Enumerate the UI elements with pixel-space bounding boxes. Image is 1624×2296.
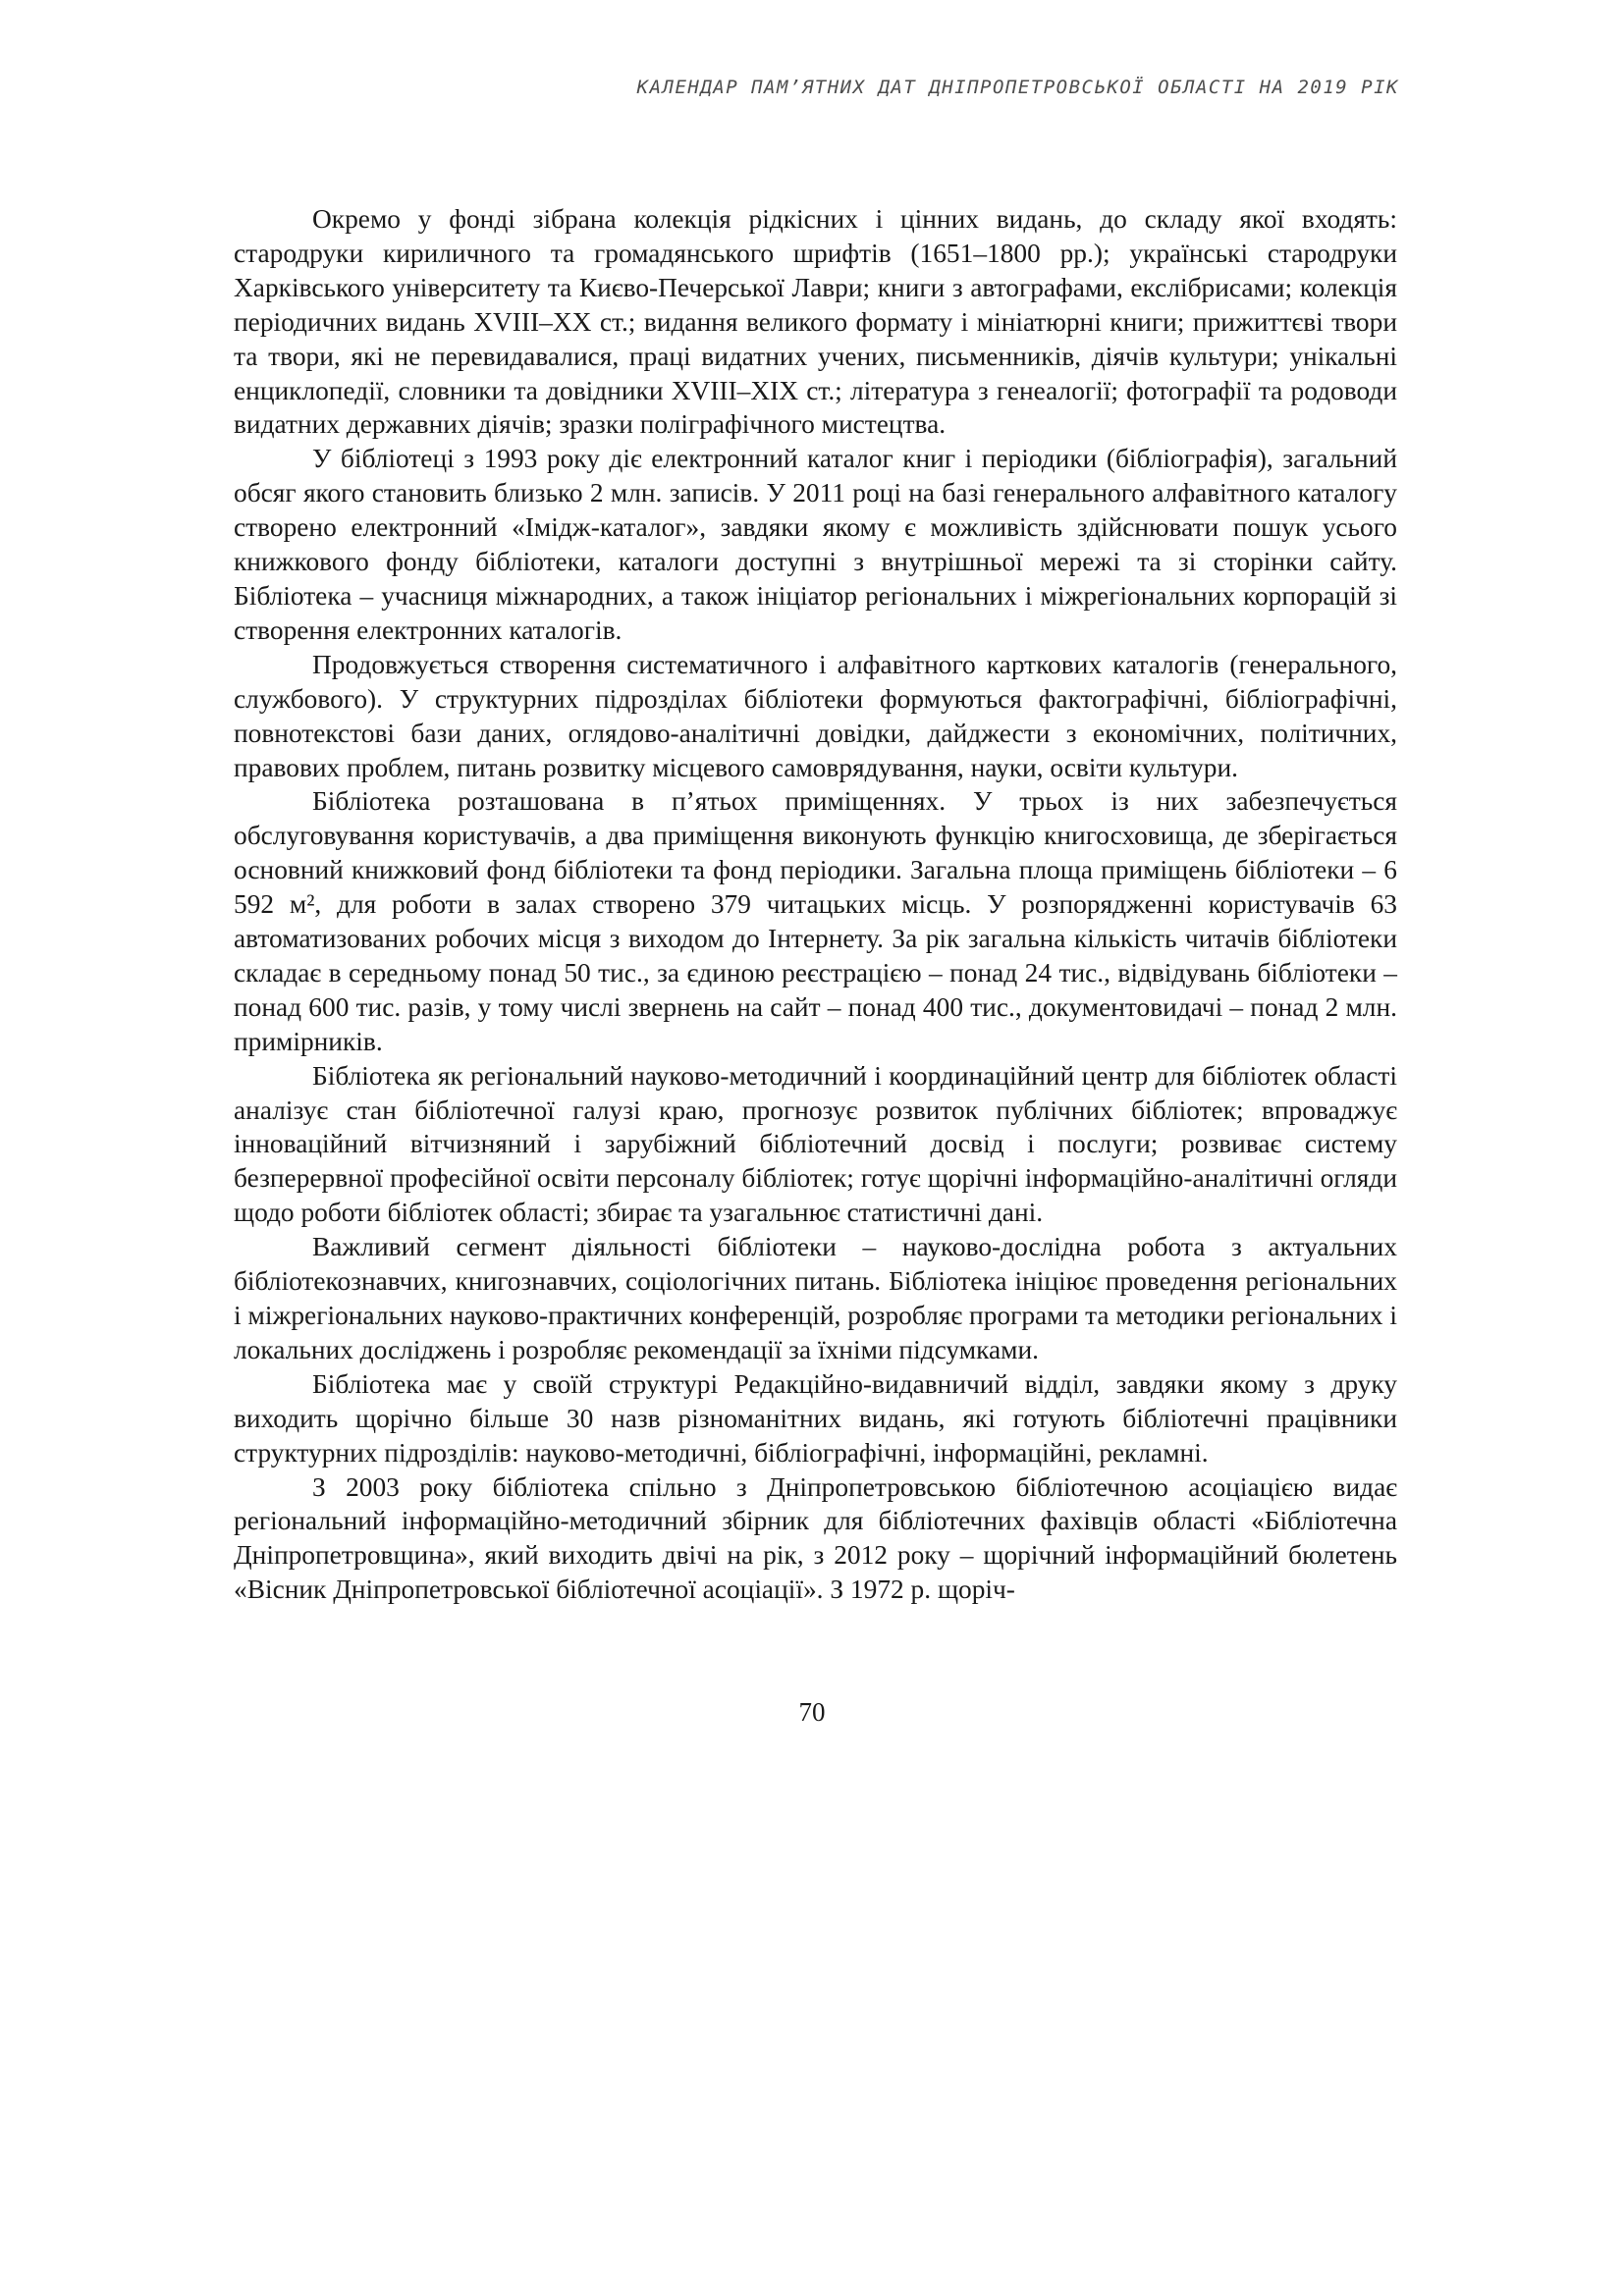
paragraph-publishing: Бібліотека має у своїй структурі Редакційно-видавничий відділ, завдяки якому з друку виходить щорічно більше 30 назв різноманітних видань, які готують бібліотечні працівники структурних підрозділів: науково-методичні, бібліографічні, інформаційні, рекламні. [234,1368,1397,1468]
paragraph-rare-collection: Окремо у фонді зібрана колекція рідкісних і цінних видань, до складу якої входять: стародруки кириличного та громадянського шрифтів (1651–1800 рр.); українські стародруки Харківського університету та Києво-Печерської Лаври; книги з автографами, екслібрисами; колекція періодичних видань XVIII–XX ст.; видання великого формату і мініатюрні книги; прижиттєві твори та твори, які не перевидавалися, праці видатних учених, письменників, діячів культури; унікальні енциклопедії, словники та довідники XVIII–XIX ст.; література з генеалогії; фотографії та родоводи видатних державних діячів; зразки поліграфічного мистецтва. [234,204,1397,440]
paragraph-methodical-center: Бібліотека як регіональний науково-методичний і координаційний центр для бібліотек області аналізує стан бібліотечної галузі краю, прогнозує розвиток публічних бібліотек; впроваджує інноваційний вітчизняний і зарубіжний бібліотечний досвід і послуги; розвиває систему безперервної професійної освіти персоналу бібліотек; готує щорічні інформаційно-аналітичні огляди щодо роботи бібліотек області; збирає та узагальнює статистичні дані. [234,1060,1397,1228]
page-number: 70 [798,1697,826,1727]
paragraph-research: Важливий сегмент діяльності бібліотеки – науково-дослідна робота з актуальних бібліотекознавчих, книгознавчих, соціологічних питань. Бібліотека ініціює проведення регіональних і міжрегіональних науково-практичних конференцій, розробляє програми та методики регіональних і локальних досліджень і розробляє рекомендації за їхніми підсумками. [234,1232,1397,1364]
paragraph-association: З 2003 року бібліотека спільно з Дніпропетровською бібліотечною асоціацією видає регіональний інформаційно-методичний збірник для бібліотечних фахівців області «Бібліотечна Дніпропетровщина», який виходить двічі на рік, з 2012 року – щорічний інформаційний бюлетень «Вісник Дніпропетровської бібліотечної асоціації». З 1972 р. щоріч- [234,1471,1397,1605]
body-text [234,202,1397,1607]
paragraph-card-catalogs: Продовжується створення систематичного і алфавітного карткових каталогів (генерального, службового). У структурних підрозділах бібліотеки формуються фактографічні, бібліографічні, повнотекстові бази даних, оглядово-аналітичні довідки, дайджести з економічних, політичних, правових проблем, питань розвитку місцевого самоврядування, науки, освіти культури. [234,649,1397,782]
running-header: КАЛЕНДАР ПАМ’ЯТНИХ ДАТ ДНІПРОПЕТРОВСЬКОЇ ОБЛАСТІ НА 2019 РІК [636,77,1399,98]
paragraph-electronic-catalog: У бібліотеці з 1993 року діє електронний каталог книг і періодики (бібліографія), загальний обсяг якого становить близько 2 млн. записів. У 2011 році на базі генерального алфавітного каталогу створено електронний «Імідж-каталог», завдяки якому є можливість здійснювати пошук усього книжкового фонду бібліотеки, каталоги доступні з внутрішньої мережі та зі сторінки сайту. Бібліотека – учасниця міжнародних, а також ініціатор регіональних і міжрегіональних корпорацій зі створення електронних каталогів. [234,444,1397,645]
paragraph-premises: Бібліотека розташована в п’ятьох приміщеннях. У трьох із них забезпечується обслуговування користувачів, а два приміщення виконують функцію книгосховища, де зберігається основний книжковий фонд бібліотеки та фонд періодики. Загальна площа приміщень бібліотеки – 6 592 м², для роботи в залах створено 379 читацьких місць. У розпорядженні користувачів 63 автоматизованих робочих місця з виходом до Інтернету. За рік загальна кількість читачів бібліотеки складає в середньому понад 50 тис., за єдиною реєстрацією – понад 24 тис., відвідувань бібліотеки – понад 600 тис. разів, у тому числі звернень на сайт – понад 400 тис., документовидачі – понад 2 млн. примірників. [234,786,1397,1056]
